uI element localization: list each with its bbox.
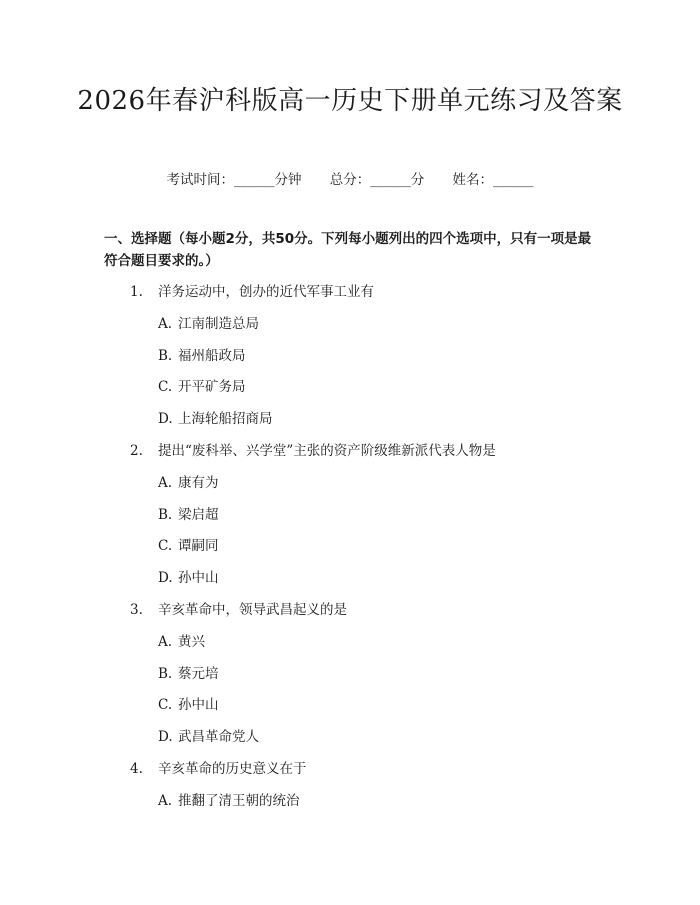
option-text: 蔡元培 xyxy=(178,665,219,682)
question-text: 辛亥革命的历史意义在于 xyxy=(158,761,307,777)
option-text: 谭嗣同 xyxy=(178,538,219,555)
question-text: 提出“废科举、兴学堂”主张的资产阶级维新派代表人物是 xyxy=(158,443,496,459)
option-text: 福州船政局 xyxy=(178,347,246,364)
option-letter: D. xyxy=(158,570,173,587)
option-text: 开平矿务局 xyxy=(178,379,246,396)
option-letter: C. xyxy=(158,538,173,555)
question-text: 洋务运动中，创办的近代军事工业有 xyxy=(158,284,374,300)
question-stem xyxy=(130,759,307,779)
option-text: 孙中山 xyxy=(178,570,219,587)
option-letter: D. xyxy=(158,729,173,746)
option-letter: B. xyxy=(158,665,173,682)
option-text: 上海轮船招商局 xyxy=(178,411,273,428)
answer-option xyxy=(158,377,246,397)
option-text: 黄兴 xyxy=(178,633,205,650)
answer-option xyxy=(158,536,219,556)
question-stem xyxy=(130,282,374,302)
option-text: 武昌革命党人 xyxy=(178,729,259,746)
option-text: 江南制造总局 xyxy=(178,315,259,332)
option-text: 康有为 xyxy=(178,474,219,491)
answer-option xyxy=(158,346,246,366)
option-letter: B. xyxy=(158,347,173,364)
answer-option xyxy=(158,695,219,715)
option-letter: A. xyxy=(158,792,173,809)
section-heading: 一、选择题（每小题2分，共50分。下列每小题列出的四个选项中，只有一项是最符合题目要求的。） xyxy=(104,231,592,269)
exam-time-field: 考试时间：______分钟 xyxy=(166,172,302,188)
option-letter: D. xyxy=(158,411,173,428)
option-text: 孙中山 xyxy=(178,697,219,714)
answer-option xyxy=(158,664,219,684)
option-text: 梁启超 xyxy=(178,506,219,523)
total-score-field: 总分：______分 xyxy=(329,172,425,188)
question-stem xyxy=(130,600,347,620)
student-name-field: 姓名：______ xyxy=(452,172,534,188)
document-title: 2026年春沪科版高一历史下册单元练习及答案 xyxy=(77,86,623,116)
option-letter: B. xyxy=(158,506,173,523)
option-letter: A. xyxy=(158,474,173,491)
answer-option xyxy=(158,505,219,525)
answer-option xyxy=(158,473,219,493)
answer-option xyxy=(158,791,300,811)
question-number: 1. xyxy=(130,284,143,300)
question-number: 2. xyxy=(130,443,143,459)
option-text: 推翻了清王朝的统治 xyxy=(178,792,300,809)
option-letter: C. xyxy=(158,379,173,396)
question-text: 辛亥革命中，领导武昌起义的是 xyxy=(158,602,347,618)
option-letter: A. xyxy=(158,633,173,650)
question-number: 4. xyxy=(130,761,143,777)
answer-option xyxy=(158,727,259,747)
answer-option xyxy=(158,409,273,429)
option-letter: C. xyxy=(158,697,173,714)
option-letter: A. xyxy=(158,315,173,332)
question-number: 3. xyxy=(130,602,143,618)
answer-option xyxy=(158,314,259,334)
answer-option xyxy=(158,568,219,588)
answer-option xyxy=(158,632,205,652)
question-stem xyxy=(130,441,496,461)
